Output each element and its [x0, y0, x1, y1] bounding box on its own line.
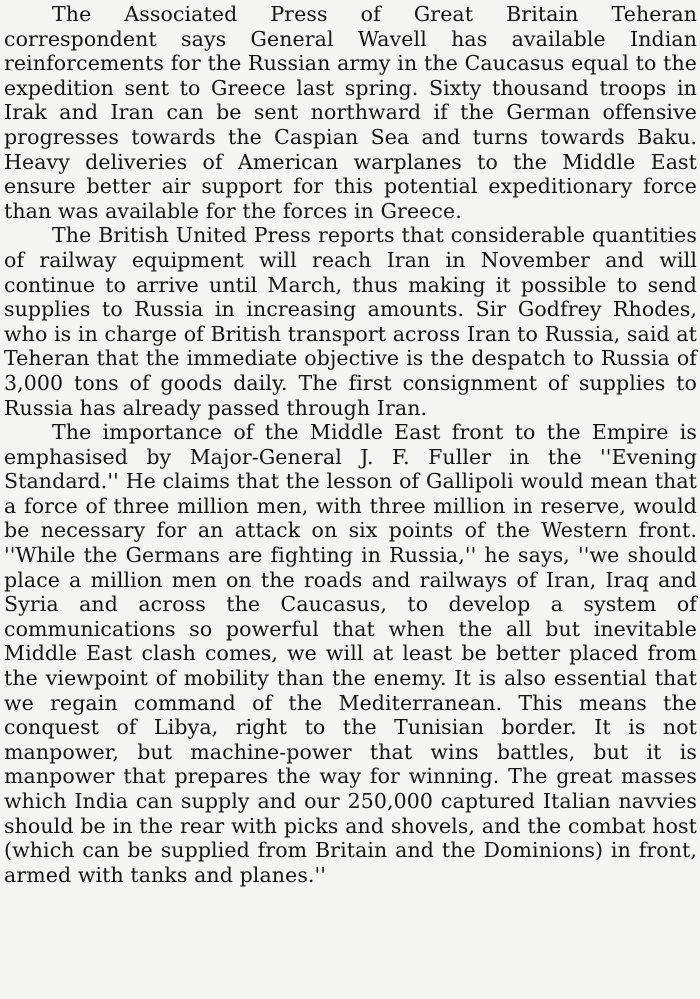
article-paragraph-associated-press: The Associated Press of Great Britain Teheran correspondent says General Wavell has available Indian reinforcements for the Russian army in the Caucasus equal to the expedition sent to Greece last spring. Sixty thousand troops in Irak and Iran can be sent northward if the German offensive progresses towards the Caspian Sea and turns towards Baku. Heavy deliveries of American warplanes to the Middle East ensure better air support for this potential expeditionary force than was available for the forces in Greece.	[4, 2, 697, 223]
news-article	[4, 2, 697, 887]
article-paragraph-fuller-quote: The importance of the Middle East front to the Empire is emphasised by Major-General J. F. Fuller in the ''Evening Standard.'' He claims that the lesson of Gallipoli would mean that a force of three million men, with three million in reserve, would be necessary for an attack on six points of the Western front. ''While the Germans are fighting in Russia,'' he says, ''we should place a million men on the roads and railways of Iran, Iraq and Syria and across the Caucasus, to develop a system of communications so powerful that when the all but inevitable Middle East clash comes, we will at least be better placed from the viewpoint of mobility than the enemy. It is also essential that we regain command of the Mediterranean. This means the conquest of Libya, right to the Tunisian border. It is not manpower, but machine-power that wins battles, but it is manpower that prepares the way for winning. The great masses which India can supply and our 250,000 captured Italian navvies should be in the rear with picks and shovels, and the combat host (which can be supplied from Britain and the Dominions) in front, armed with tanks and planes.''	[4, 420, 697, 887]
article-paragraph-british-united-press: The British United Press reports that considerable quantities of railway equipment will reach Iran in November and will continue to arrive until March, thus making it possible to send supplies to Russia in increasing amounts. Sir Godfrey Rhodes, who is in charge of British transport across Iran to Russia, said at Teheran that the immediate objective is the despatch to Russia of 3,000 tons of goods daily. The first consignment of supplies to Russia has already passed through Iran.	[4, 223, 697, 420]
